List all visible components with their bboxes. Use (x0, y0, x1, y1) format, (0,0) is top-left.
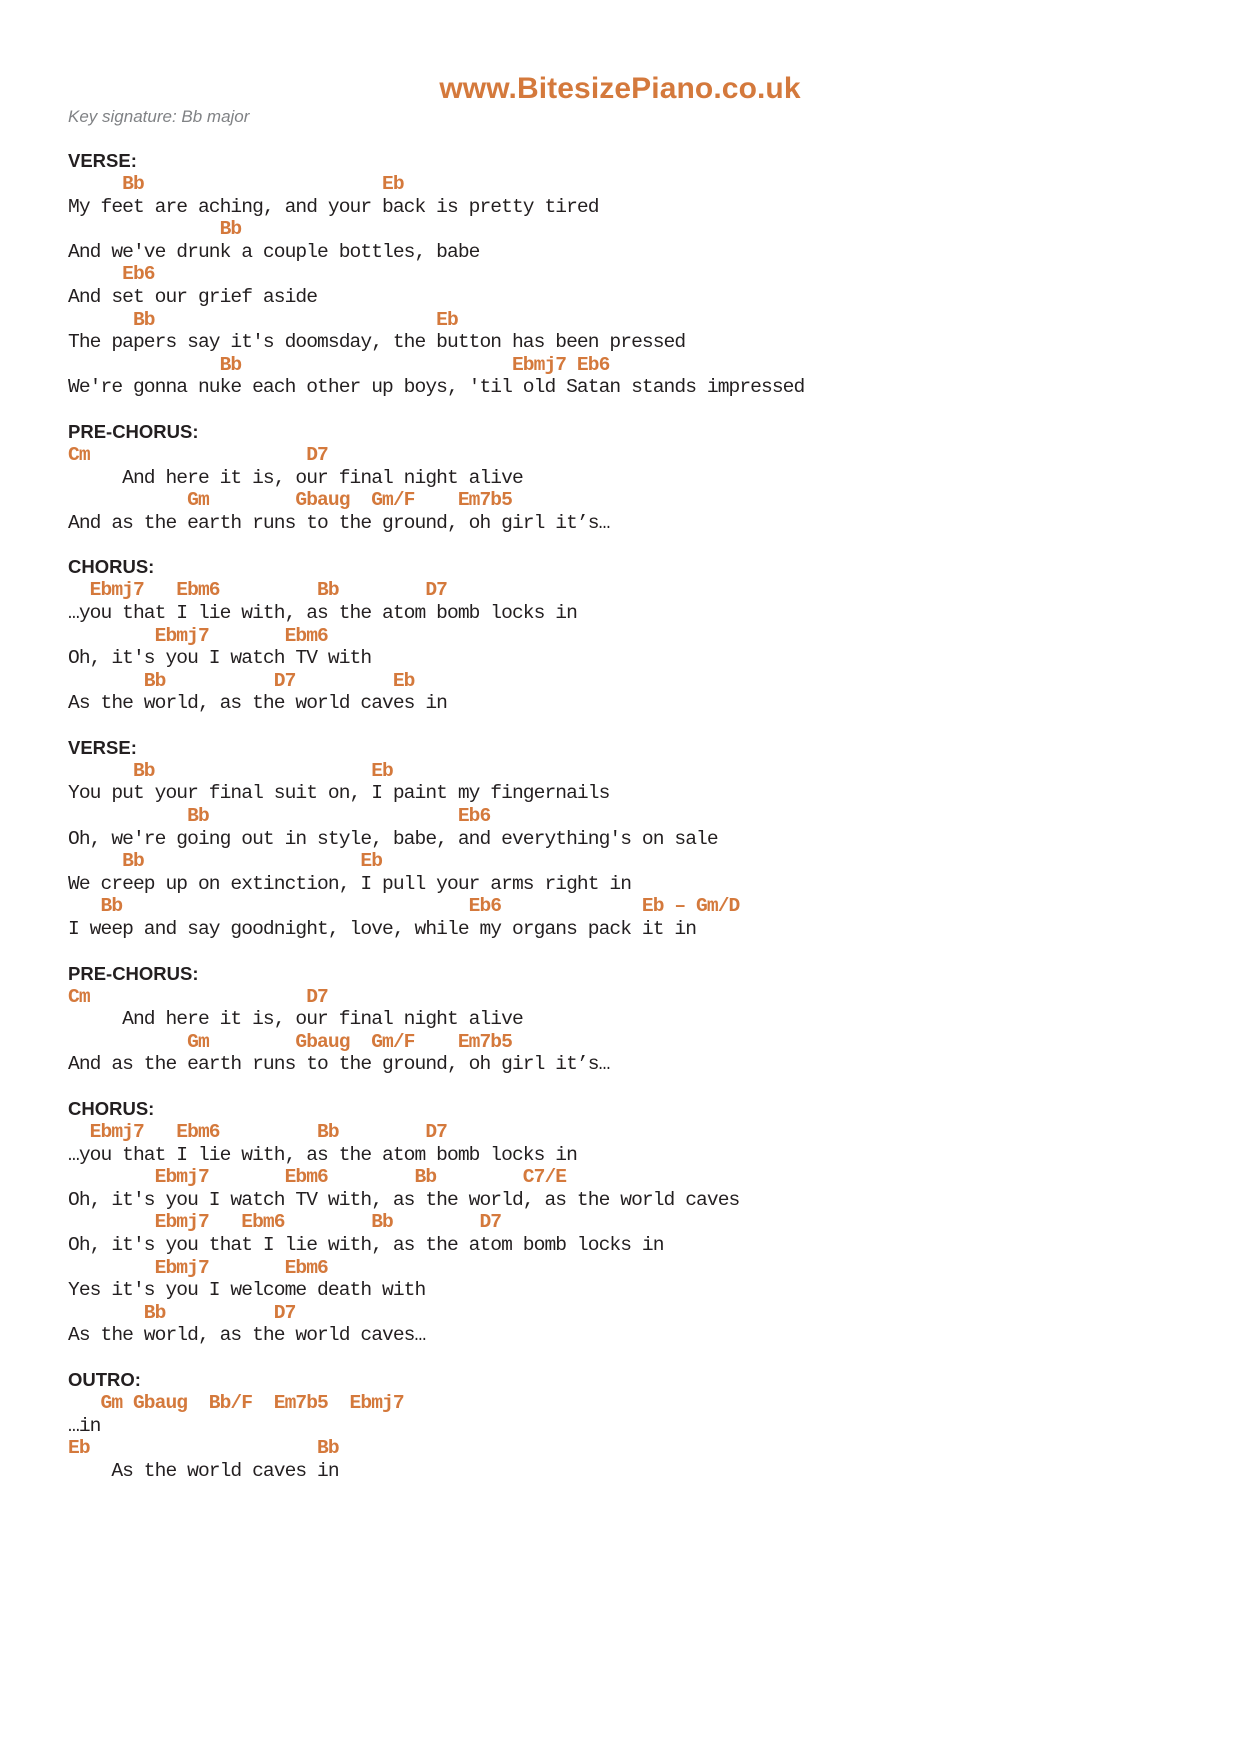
chord-line: Ebmj7 Ebm6 (68, 624, 328, 647)
chord-line: Ebmj7 Ebm6 Bb C7/E (68, 1166, 567, 1189)
song-section (68, 556, 1178, 715)
chord-lyric-pair (68, 1121, 1178, 1166)
lyric-line: As the world, as the world caves… (68, 1324, 426, 1347)
chord-lyric-pair (68, 1211, 1178, 1256)
chord-line: Bb Eb (68, 759, 393, 782)
song-section (68, 1098, 1178, 1347)
lyric-line: And here it is, our final night alive (68, 466, 523, 489)
lyric-line: And set our grief aside (68, 285, 318, 308)
chord-lyric-pair (68, 670, 1178, 715)
section-heading: CHORUS: (68, 1098, 155, 1119)
lyric-line: Oh, it's you I watch TV with, as the world, as the world caves (68, 1188, 740, 1211)
lyric-line: And we've drunk a couple bottles, babe (68, 240, 480, 263)
chord-lyric-pair (68, 1257, 1178, 1302)
chord-line: Bb Eb (68, 850, 383, 873)
lyric-line: And here it is, our final night alive (68, 1008, 523, 1031)
chord-lyric-pair (68, 1302, 1178, 1347)
chord-lyric-pair (68, 579, 1178, 624)
chord-line: Ebmj7 Ebm6 (68, 1256, 328, 1279)
chord-lyric-pair (68, 760, 1178, 805)
section-heading: PRE-CHORUS: (68, 420, 199, 442)
chord-line: Bb D7 Eb (68, 669, 415, 692)
chord-line: Gm Gbaug Bb/F Em7b5 Ebmj7 (68, 1391, 404, 1414)
chord-lyric-pair (68, 895, 1178, 940)
lyric-line: And as the earth runs to the ground, oh girl it’s… (68, 1053, 610, 1076)
lyric-line: I weep and say goodnight, love, while my organs pack it in (68, 918, 697, 941)
section-heading: VERSE: (68, 736, 137, 758)
lyric-line: Oh, it's you that I lie with, as the atom bomb locks in (68, 1233, 664, 1256)
chord-line: Cm D7 (68, 985, 328, 1008)
chord-line: Ebmj7 Ebm6 Bb D7 (68, 1121, 447, 1143)
song-section (68, 150, 1178, 399)
lyric-line: As the world caves in (68, 1459, 339, 1482)
lyric-line: Oh, we're going out in style, babe, and everything's on sale (68, 827, 718, 850)
chord-lyric-pair (68, 1437, 1178, 1482)
chord-line: Bb Eb (68, 308, 458, 331)
chord-line: Bb Eb6 (68, 805, 491, 828)
chord-line: Bb Ebmj7 Eb6 (68, 353, 610, 376)
lyric-line: …you that I lie with, as the atom bomb locks in (68, 601, 577, 624)
chord-lyric-pair (68, 354, 1178, 399)
chord-lyric-pair (68, 986, 1178, 1031)
chord-lyric-pair (68, 805, 1178, 850)
chord-lyric-pair (68, 850, 1178, 895)
chord-line: Ebmj7 Ebm6 Bb D7 (68, 1211, 502, 1234)
chord-lyric-pair (68, 309, 1178, 354)
chord-line: Gm Gbaug Gm/F Em7b5 (68, 489, 512, 512)
chord-line: Bb (68, 218, 242, 241)
site-title: www.BitesizePiano.co.uk (439, 72, 801, 105)
lyric-line: As the world, as the world caves in (68, 692, 447, 715)
key-signature-label: Key signature: Bb major (68, 107, 250, 126)
section-heading: OUTRO: (68, 1368, 141, 1390)
section-heading: PRE-CHORUS: (68, 962, 199, 984)
chord-line: Bb D7 (68, 1301, 296, 1324)
lyric-line: Oh, it's you I watch TV with (68, 647, 372, 670)
chord-lyric-pair (68, 489, 1178, 534)
section-heading: VERSE: (68, 150, 137, 171)
chord-lyric-pair (68, 625, 1178, 670)
song-section (68, 737, 1178, 941)
lyric-line: Yes it's you I welcome death with (68, 1279, 426, 1302)
lyric-line: We're gonna nuke each other up boys, 'til old Satan stands impressed (68, 376, 805, 399)
chord-lyric-pair (68, 263, 1178, 308)
chord-lyric-pair (68, 444, 1178, 489)
chord-line: Bb Eb (68, 173, 404, 195)
song-section (68, 1369, 1178, 1482)
lyric-line: You put your final suit on, I paint my fingernails (68, 782, 610, 805)
chord-line: Bb Eb6 Eb – Gm/D (68, 895, 740, 918)
lyric-line: …you that I lie with, as the atom bomb locks in (68, 1143, 577, 1166)
song-section (68, 963, 1178, 1076)
chord-line: Eb6 (68, 263, 155, 286)
section-heading: CHORUS: (68, 556, 155, 578)
chord-line: Gm Gbaug Gm/F Em7b5 (68, 1030, 512, 1053)
chord-lyric-pair (68, 218, 1178, 263)
chord-lyric-pair (68, 1031, 1178, 1076)
lyric-line: My feet are aching, and your back is pretty tired (68, 195, 599, 218)
lyric-line: The papers say it's doomsday, the button has been pressed (68, 331, 686, 354)
lyric-line: …in (68, 1414, 101, 1437)
chord-line: Cm D7 (68, 443, 328, 466)
song-body (68, 150, 1178, 1504)
chord-line: Eb Bb (68, 1437, 339, 1460)
lyric-line: And as the earth runs to the ground, oh girl it’s… (68, 511, 610, 534)
chord-line: Ebmj7 Ebm6 Bb D7 (68, 579, 447, 602)
chord-lyric-pair (68, 1392, 1178, 1437)
chord-lyric-pair (68, 173, 1178, 218)
lyric-line: We creep up on extinction, I pull your arms right in (68, 872, 632, 895)
song-section (68, 421, 1178, 534)
chord-lyric-pair (68, 1166, 1178, 1211)
